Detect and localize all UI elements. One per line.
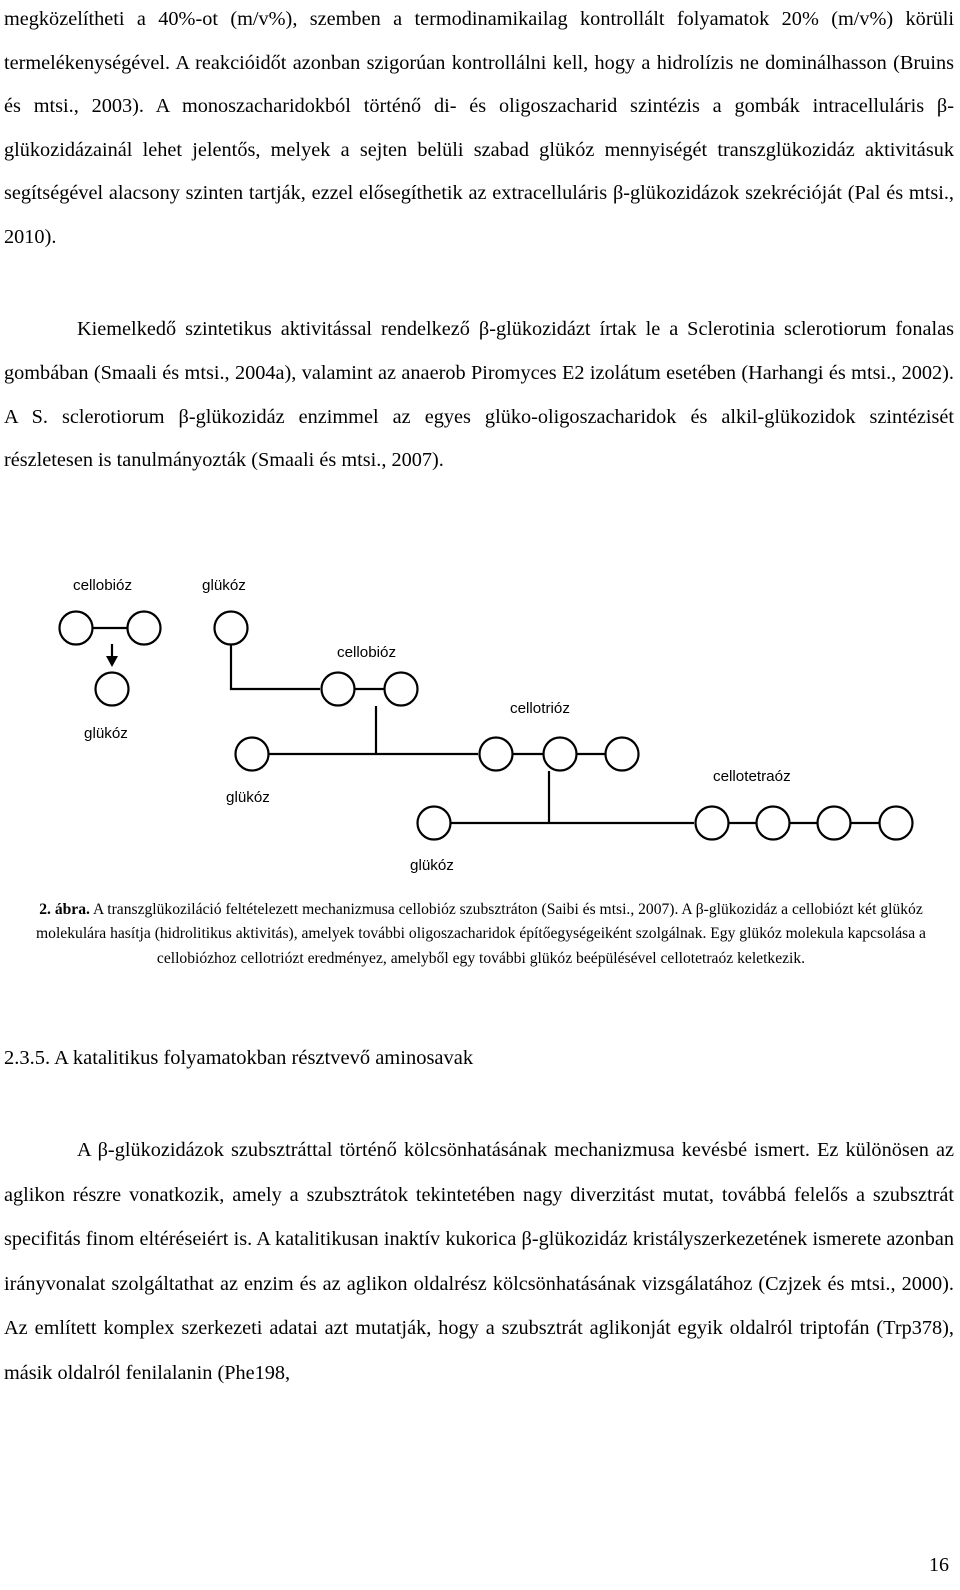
page-number: 16 xyxy=(929,1554,949,1576)
glucose-unit xyxy=(322,673,355,706)
body-paragraph: A β-glükozidázok szubsztráttal történő kölcsönhatásának mechanizmusa kevésbé ismert. Ez különösen az aglikon részre vonatkozik, amely a szubsztrátok tekintetében nagy diverzitást mutat, továbbá felelős a szubsztrát specifitás finom eltéréseiért is. A katalitikusan inaktív kukorica β-glükozidáz kristályszerkezetének ismerete azonban irányvonalat szolgáltathat az enzim és az aglikon oldalrész kölcsönhatásának vizsgálatához (Czjzek és mtsi., 2000). Az említett komplex szerkezeti adatai azt mutatják, hogy a szubsztrát aglikonját egyik oldalról triptofán (Trp378), másik oldalról fenilalanin (Phe198, xyxy=(4,1139,954,1384)
body-paragraph: megközelítheti a 40%-ot (m/v%), szemben a termodinamikailag kontrollált folyamatok 20% (m/v%) körüli termelékenységével. A reakcióidőt azonban szigorúan kontrollálni kell, hogy a hidrolízis ne dominálhasson (Bruins és mtsi., 2003). A monoszacharidokból történő di- és oligoszacharid szintézis a gombák intracelluláris β-glükozidázainál lehet jelentős, melyek a sejten belüli szabad glükóz mennyiségét transzglükozidáz aktivitásuk segítségével alacsony szinten tartják, ezzel elősegíthetik az extracelluláris β-glükozidázok szekrécióját (Pal és mtsi., 2010). xyxy=(4,8,954,248)
glucose-unit xyxy=(606,738,639,771)
label-cellotetraose: cellotetraóz xyxy=(713,768,791,785)
figure-caption xyxy=(6,898,956,971)
arrow-head xyxy=(106,656,118,667)
glucose-unit xyxy=(480,738,513,771)
glucose-unit xyxy=(128,612,161,645)
glucose-unit xyxy=(418,807,451,840)
glucose-unit xyxy=(696,807,729,840)
glucose-unit xyxy=(880,807,913,840)
connector-line xyxy=(231,645,320,689)
glucose-unit xyxy=(60,612,93,645)
label-glucose-bottom: glükóz xyxy=(410,857,454,874)
body-paragraph: Kiemelkedő szintetikus aktivitással rendelkező β-glükozidázt írtak le a Sclerotinia sclerotiorum fonalas gombában (Smaali és mtsi., 2004a), valamint az anaerob Piromyces E2 izolátum esetében (Harhangi és mtsi., 2002). A S. sclerotiorum β-glükozidáz enzimmel az egyes glüko-oligoszacharidok és alkil-glükozidok szintézisét részletesen is tanulmányozták (Smaali és mtsi., 2007). xyxy=(4,318,954,472)
label-cellobiose-top: cellobióz xyxy=(73,577,133,594)
glucose-unit xyxy=(215,612,248,645)
label-glucose-top: glükóz xyxy=(202,577,246,594)
glucose-unit xyxy=(96,673,129,706)
glucose-unit xyxy=(818,807,851,840)
label-cellotriose: cellotrióz xyxy=(510,700,570,717)
label-cellobiose-mid: cellobióz xyxy=(337,644,397,661)
glucose-unit xyxy=(385,673,418,706)
glucose-unit xyxy=(757,807,790,840)
glucose-unit xyxy=(544,738,577,771)
label-glucose-left: glükóz xyxy=(84,725,128,742)
figure-caption-label: 2. ábra. xyxy=(39,901,90,918)
glucose-unit xyxy=(236,738,269,771)
figure-caption-text: A transzglükoziláció feltételezett mechanizmusa cellobióz szubsztráton (Saibi és mtsi., 2007). A β-glükozidáz a cellobiózt két glükóz molekulára hasítja (hidrolitikus aktivitás), amelyek további oligoszacharidok építőegységeiként szolgálnak. Egy glükóz molekula kapcsolása a cellobiózhoz cellotriózt eredményez, amelyből egy további glükóz beépülésével cellotetraóz keletkezik. xyxy=(36,901,926,967)
section-heading: 2.3.5. A katalitikus folyamatokban résztvevő aminosavak xyxy=(4,1047,474,1069)
label-glucose-mid: glükóz xyxy=(226,789,270,806)
